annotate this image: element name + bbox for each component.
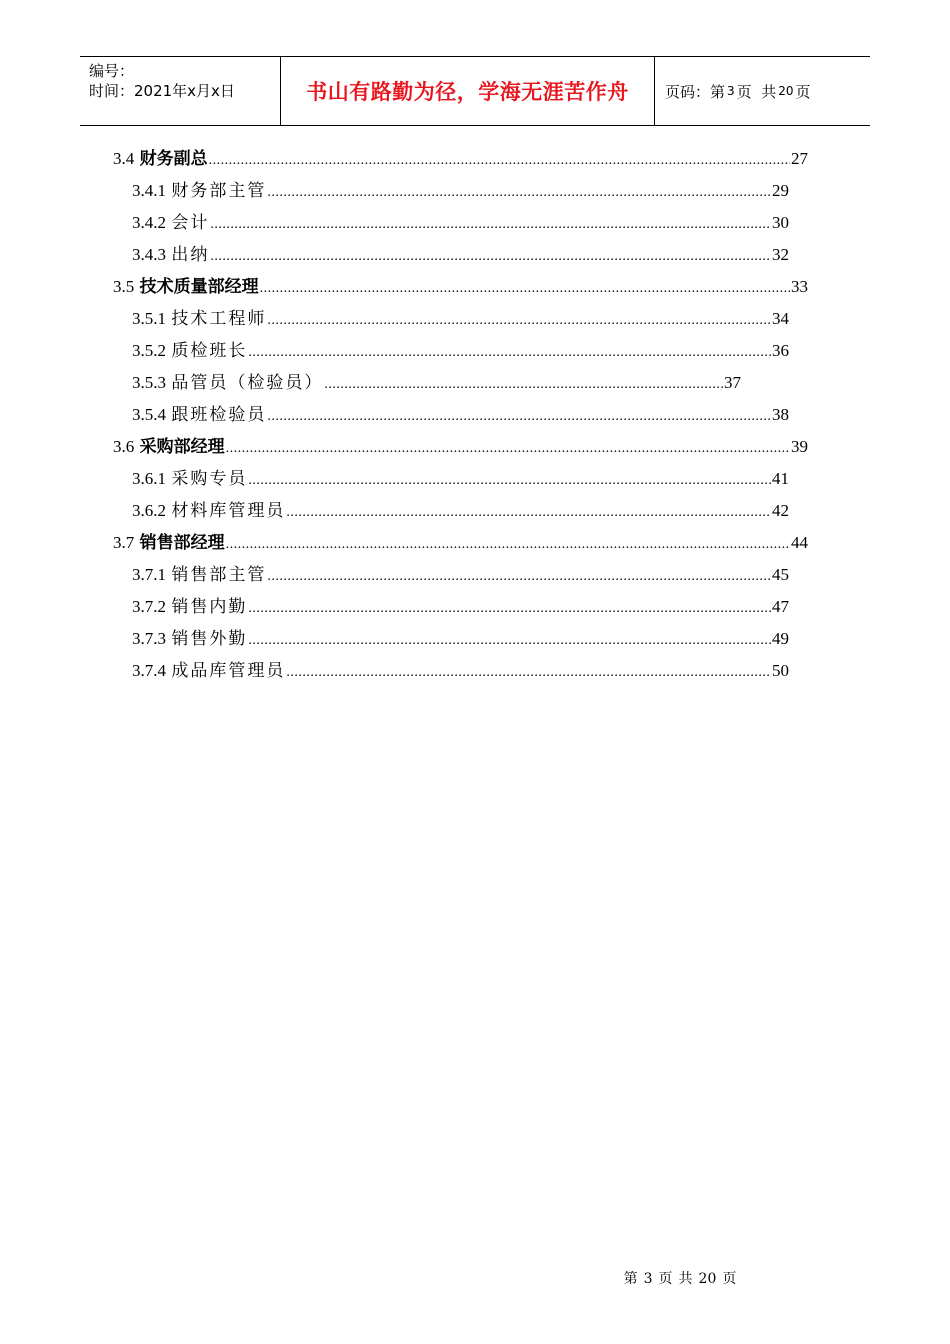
toc-entry-page: 30 <box>772 213 789 232</box>
page-header <box>80 56 870 126</box>
toc-entry-number: 3.5.2 <box>132 341 166 360</box>
toc-entry-title: 材料库管理员 <box>171 501 286 521</box>
toc-entry-page: 50 <box>772 661 789 680</box>
header-meta <box>80 57 281 125</box>
footer-mid: 页 <box>658 1271 673 1287</box>
footer-page-number: 3 <box>643 1271 653 1287</box>
toc-entry-title: 技术工程师 <box>171 309 267 329</box>
page-prefix: 页码：第 <box>665 82 726 101</box>
toc-entry-title: 销售部经理 <box>139 533 225 553</box>
toc-entry-number: 3.4.1 <box>132 181 166 200</box>
toc-leader-dots <box>248 630 771 652</box>
footer-suffix: 页 <box>722 1271 737 1287</box>
toc-entry[interactable] <box>132 468 789 490</box>
toc-entry-title: 技术质量部经理 <box>139 277 259 297</box>
toc-entry-page: 47 <box>772 597 789 616</box>
toc-leader-dots <box>286 662 771 684</box>
toc-leader-dots <box>248 470 771 492</box>
toc-entry[interactable] <box>113 436 808 458</box>
toc-entry[interactable] <box>113 276 808 298</box>
time-label: 时间：2021年x月x日 <box>89 82 235 100</box>
toc-leader-dots <box>248 342 771 364</box>
toc-entry-title: 采购部经理 <box>139 437 225 457</box>
page-number: 3 <box>727 84 735 98</box>
toc-entry-number: 3.4.2 <box>132 213 166 232</box>
toc-entry-number: 3.6.1 <box>132 469 166 488</box>
toc-entry-number: 3.5.3 <box>132 373 166 392</box>
toc-entry-title: 成品库管理员 <box>171 661 286 681</box>
toc-entry-number: 3.5 <box>113 277 135 296</box>
footer-prefix: 第 <box>623 1271 638 1287</box>
toc-entry-number: 3.7 <box>113 533 135 552</box>
footer-page-total: 20 <box>698 1271 717 1287</box>
toc-leader-dots <box>267 310 771 332</box>
toc-entry-number: 3.6.2 <box>132 501 166 520</box>
toc-entry-number: 3.4.3 <box>132 245 166 264</box>
toc-entry-title: 质检班长 <box>171 341 248 361</box>
toc-entry-number: 3.5.1 <box>132 309 166 328</box>
toc-leader-dots <box>267 406 771 428</box>
toc-entry-number: 3.7.4 <box>132 661 166 680</box>
toc-entry-title: 出纳 <box>171 245 210 265</box>
toc-entry-page: 41 <box>772 469 789 488</box>
toc-leader-dots <box>226 438 790 460</box>
toc-entry-page: 38 <box>772 405 789 424</box>
toc-entry-title: 销售内勤 <box>171 597 248 617</box>
toc-entry-page: 36 <box>772 341 789 360</box>
toc-leader-dots <box>209 150 790 172</box>
serial-label: 编号： <box>89 62 135 80</box>
toc-entry-number: 3.4 <box>113 149 135 168</box>
toc-entry-number: 3.7.1 <box>132 565 166 584</box>
toc-entry[interactable] <box>132 212 789 234</box>
toc-leader-dots <box>226 534 790 556</box>
toc-entry-title: 采购专员 <box>171 469 248 489</box>
toc-entry-page: 42 <box>772 501 789 520</box>
toc-entry[interactable] <box>113 532 808 554</box>
toc-entry-page: 27 <box>791 149 808 168</box>
toc-entry-title: 销售部主管 <box>171 565 267 585</box>
toc-entry[interactable] <box>132 244 789 266</box>
header-motto: 书山有路勤为径，学海无涯苦作舟 <box>281 57 655 125</box>
toc-entry-title: 销售外勤 <box>171 629 248 649</box>
page-footer <box>600 1268 760 1288</box>
toc-entry-page: 32 <box>772 245 789 264</box>
toc-entry-page: 37 <box>724 373 741 392</box>
toc-entry[interactable] <box>132 372 741 394</box>
toc-entry-title: 会计 <box>171 213 210 233</box>
toc-entry-page: 39 <box>791 437 808 456</box>
toc-entry-title: 财务部主管 <box>171 181 267 201</box>
toc-leader-dots <box>260 278 790 300</box>
page-total: 20 <box>778 84 794 98</box>
toc-entry-page: 44 <box>791 533 808 552</box>
toc-entry-number: 3.7.2 <box>132 597 166 616</box>
toc-entry[interactable] <box>132 308 789 330</box>
toc-entry[interactable] <box>132 180 789 202</box>
page-mid: 页 共 <box>736 82 777 101</box>
toc-leader-dots <box>324 374 723 396</box>
toc-leader-dots <box>210 246 771 268</box>
footer-total-prefix: 共 <box>678 1271 693 1287</box>
toc-entry-page: 49 <box>772 629 789 648</box>
toc-entry-title: 跟班检验员 <box>171 405 267 425</box>
toc-entry[interactable] <box>132 500 789 522</box>
toc-leader-dots <box>286 502 771 524</box>
toc-entry-title: 财务副总 <box>139 149 208 169</box>
toc-entry[interactable] <box>132 340 789 362</box>
toc-entry[interactable] <box>132 564 789 586</box>
toc-entry-title: 品管员（检验员） <box>171 373 324 393</box>
toc-entry[interactable] <box>132 660 789 682</box>
toc-entry-number: 3.7.3 <box>132 629 166 648</box>
toc-leader-dots <box>267 182 771 204</box>
toc-entry-number: 3.6 <box>113 437 135 456</box>
toc-entry[interactable] <box>132 404 789 426</box>
toc-entry[interactable] <box>132 628 789 650</box>
toc-entry[interactable] <box>113 148 808 170</box>
toc-entry-page: 33 <box>791 277 808 296</box>
toc-entry-page: 29 <box>772 181 789 200</box>
header-page-info <box>655 57 870 125</box>
toc-entry[interactable] <box>132 596 789 618</box>
toc-leader-dots <box>267 566 771 588</box>
page-suffix: 页 <box>795 82 811 101</box>
toc-leader-dots <box>210 214 771 236</box>
toc-entry-number: 3.5.4 <box>132 405 166 424</box>
toc-entry-page: 45 <box>772 565 789 584</box>
toc-leader-dots <box>248 598 771 620</box>
toc-entry-page: 34 <box>772 309 789 328</box>
